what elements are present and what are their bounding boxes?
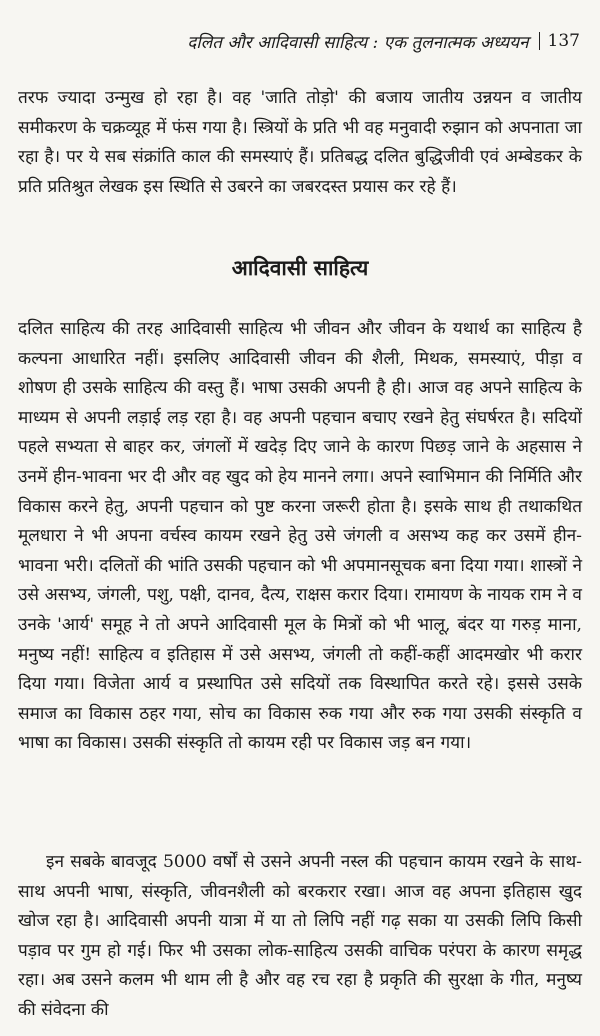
section-heading: आदिवासी साहित्य [231,255,369,280]
paragraph-main: दलित साहित्य की तरह आदिवासी साहित्य भी जीवन और जीवन के यथार्थ का साहित्य है कल्पना आधारित नहीं। इसलिए आदिवासी जीवन की शैली, मिथक, समस्याएं, पीड़ा व शोषण ही उसके साहित्य की वस्तु हैं। भाषा उसकी अपनी है ही। आज वह अपने साहित्य के माध्यम से अपनी लड़ाई लड़ रहा है। वह अपनी पहचान बचाए रखने हेतु संघर्षरत है। सदियों पहले सभ्यता से बाहर कर, जंगलों में खदेड़ दिए जाने के कारण पिछड़ जाने के अहसास ने उनमें हीन-भावना भर दी और वह खुद को हेय मानने लगा। अपने स्वाभिमान की निर्मिति और विकास करने हेतु, अपनी पहचान को पुष्ट करना जरूरी होता है। इसके साथ ही तथाकथित मूलधारा ने भी अपना वर्चस्व कायम रखने हेतु उसे जंगली व असभ्य कह कर उसमें हीन-भावना भरी। दलितों की भांति उसकी पहचान को भी अपमानसूचक बना दिया गया। शास्त्रों ने उसे असभ्य, जंगली, पशु, पक्षी, दानव, दैत्य, राक्षस करार दिया। रामायण के नायक राम ने व उनके 'आर्य' समूह ने तो अपने आदिवासी मूल के मित्रों को भी भालू, बंदर या गरुड़ माना, मनुष्य नहीं! साहित्य व इतिहास में उसे असभ्य, जंगली तो कहीं-कहीं आदमखोर भी करार दिया गया। विजेता आर्य व प्रस्थापित उसे सदियों तक विस्थापित करते रहे। इससे उसके समाज का विकास ठहर गया, सोच का विकास रुक गया और रुक गया उसकी संस्कृति व भाषा का विकास। उसकी संस्कृति तो कायम रही पर विकास जड़ बन गया। [18,319,582,754]
paragraph-closing: इन सबके बावजूद 5000 वर्षों से उसने अपनी नस्ल की पहचान कायम रखने के साथ-साथ अपनी भाषा, संस्कृति, जीवनशैली को बरकरार रखा। आज वह अपना इतिहास खुद खोज रहा है। आदिवासी अपनी यात्रा में या तो लिपि नहीं गढ़ सका या उसकी लिपि किसी पड़ाव पर गुम हो गई। फिर भी उसका लोक-साहित्य उसकी वाचिक परंपरा के कारण समृद्ध रहा। अब उसने कलम भी थाम ली है और वह रच रहा है प्रकृति की सुरक्षा के गीत, मनुष्य की संवेदना की [18,852,582,1020]
header-divider [539,32,540,50]
page-number: 137 [547,31,580,51]
running-title: दलित और आदिवासी साहित्य : एक तुलनात्मक अध्ययन [187,32,529,53]
paragraph-intro: तरफ ज्यादा उन्मुख हो रहा है। वह 'जाति तोड़ो' की बजाय जातीय उन्नयन व जातीय समीकरण के चक्रव्यूह में फंस गया है। स्त्रियों के प्रति भी वह मनुवादी रुझान को अपनाता जा रहा है। पर ये सब संक्रांति काल की समस्याएं हैं। प्रतिबद्ध दलित बुद्धिजीवी एवं अम्बेडकर के प्रति प्रतिश्रुत लेखक इस स्थिति से उबरने का जबरदस्त प्रयास कर रहे हैं। [18,88,582,197]
running-header [110,26,580,56]
